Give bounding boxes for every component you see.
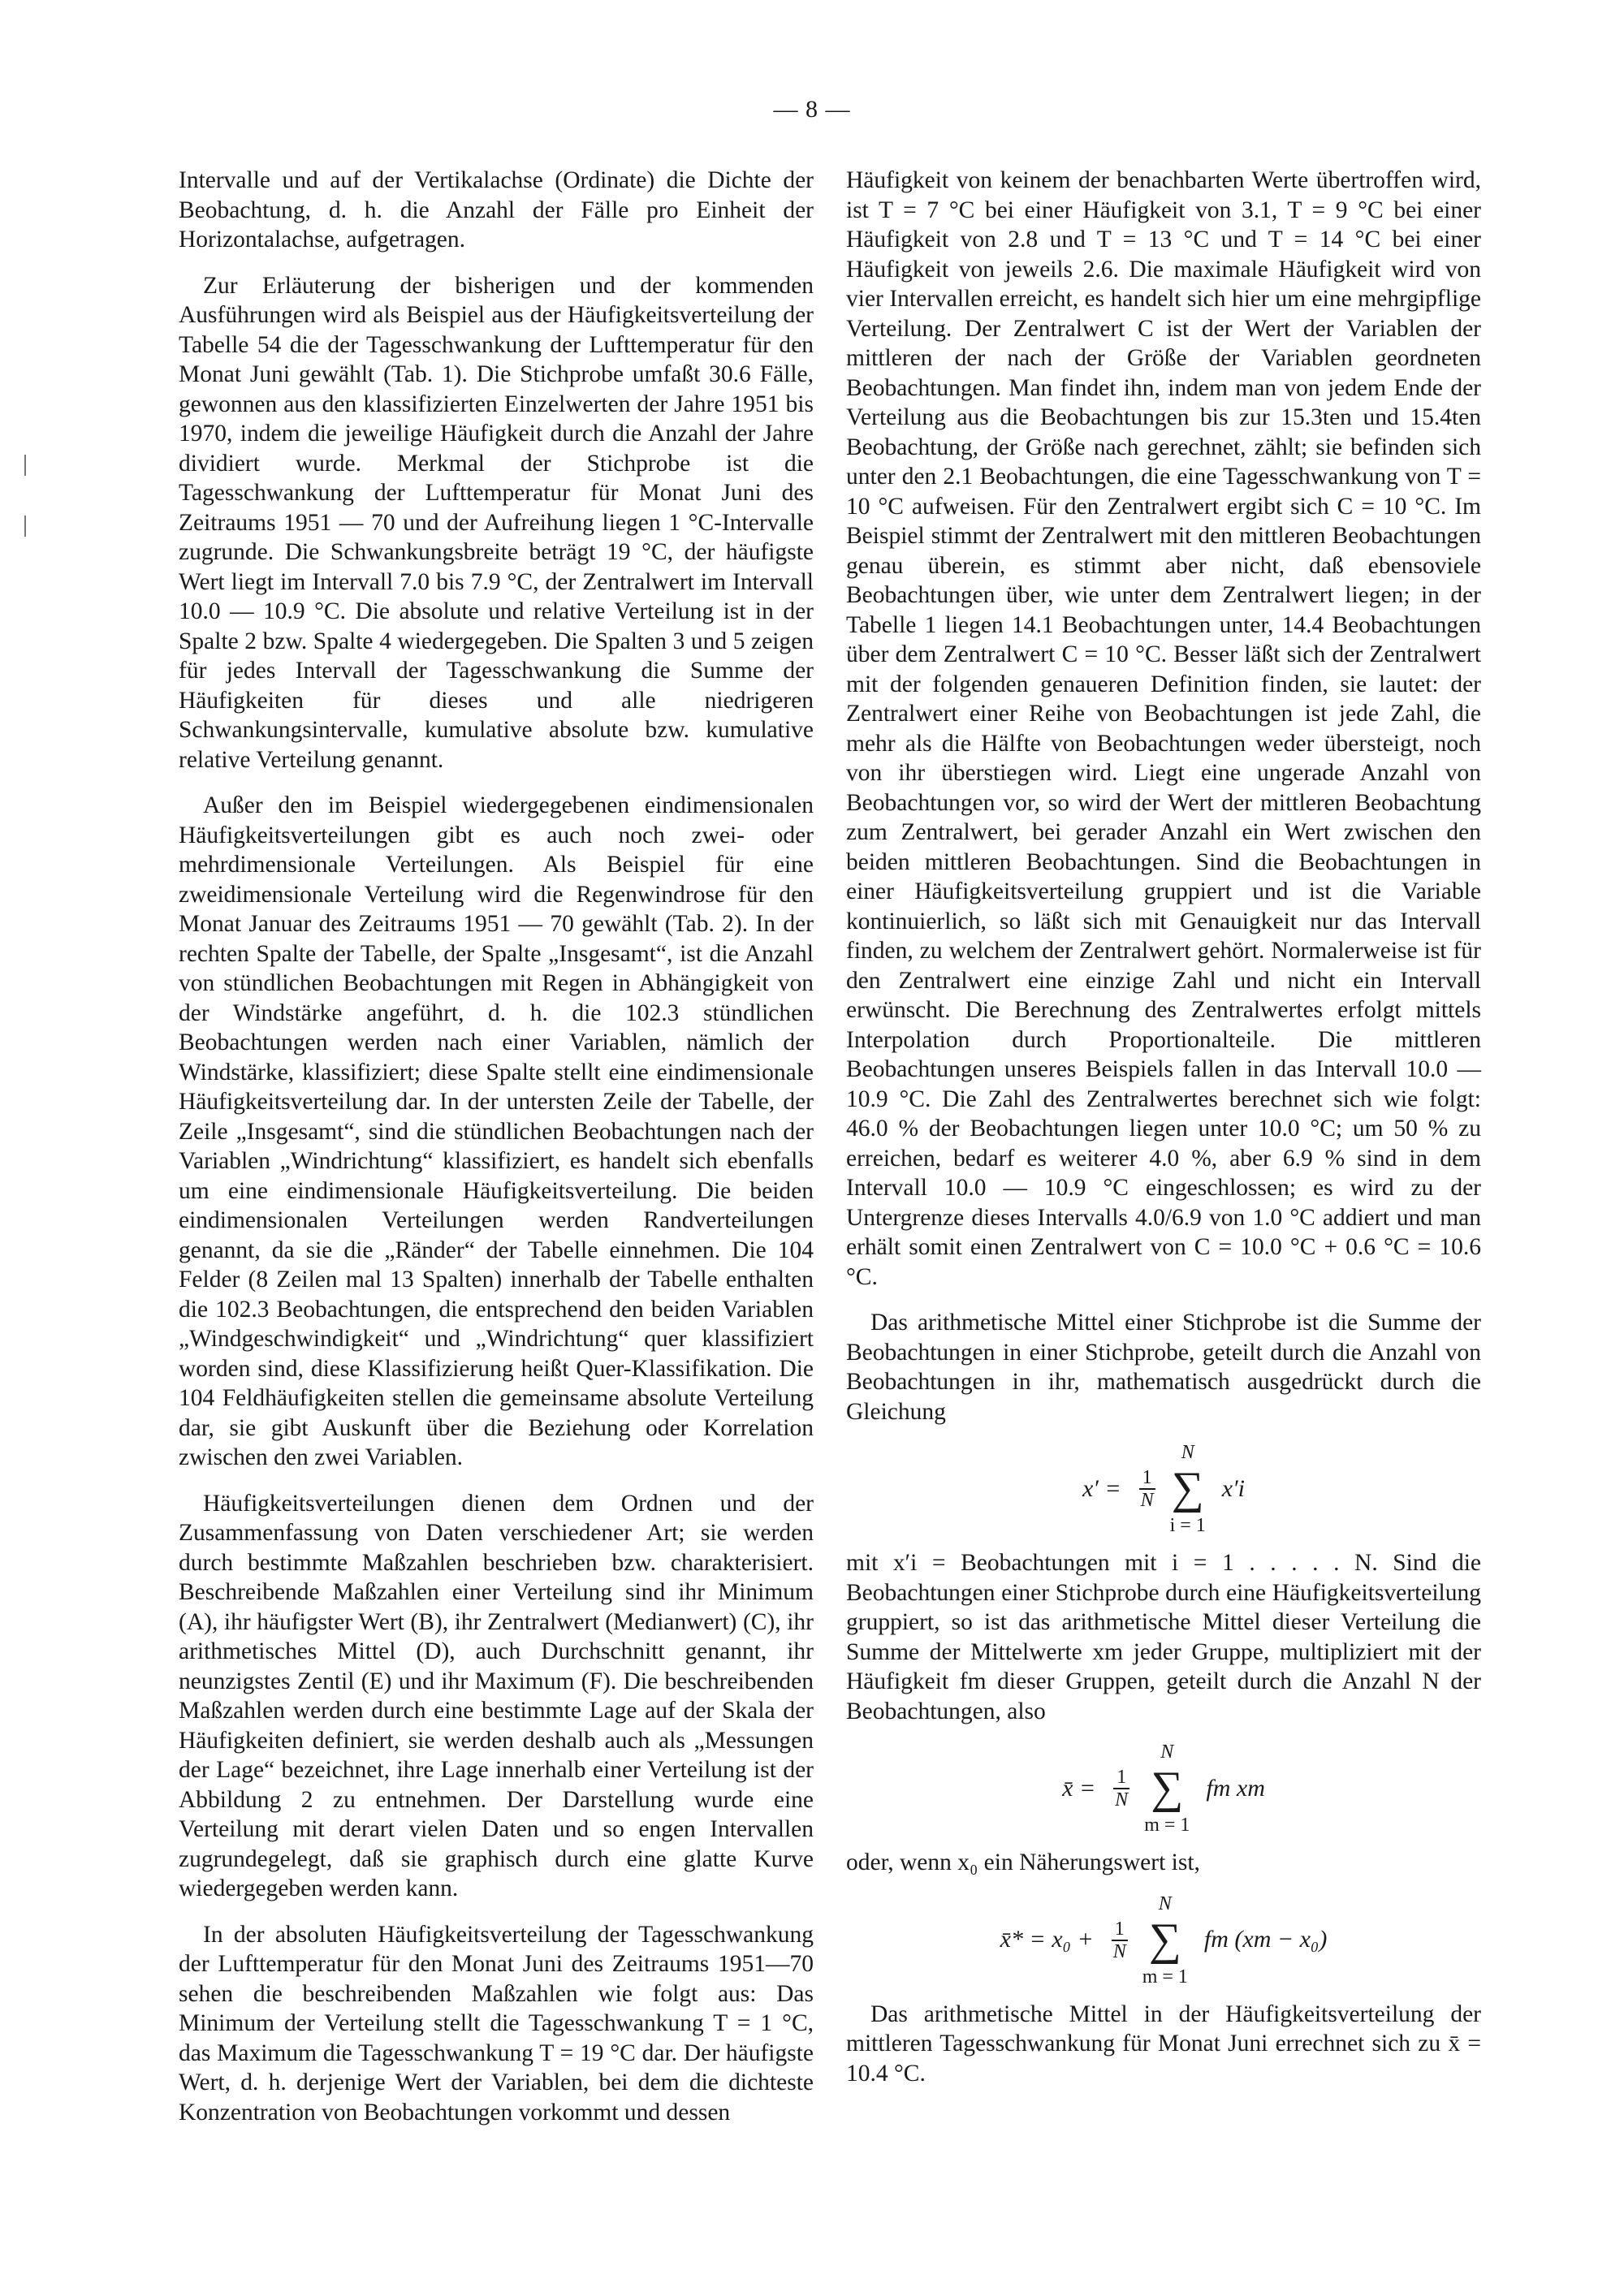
summation (1142, 1894, 1188, 1987)
paragraph: oder, wenn x₀ ein Näherungswert ist, (846, 1849, 1200, 1875)
paragraph: Häufigkeitsverteilungen dienen dem Ordnen und der Zusammenfassung von Daten verschiedener Art; sie werden durch bestimmte Maßzahlen beschrieben bzw. charakterisiert. Beschreibende Maßzahlen einer Verteilung sind ihr Minimum (A), ihr häufigster Wert (B), ihr Zentralwert (Medianwert) (C), ihr arithmetisches Mittel (D), auch Durchschnitt genannt, ihr neunzigstes Zentil (E) und ihr Maximum (F). Die beschreibenden Maßzahlen werden durch eine bestimmte Lage auf der Skala der Häufigkeiten definiert, sie werden deshalb auch als „Messungen der Lage“ bezeichnet, ihre Lage innerhalb einer Verteilung ist der Abbildung 2 zu entnehmen. Der Darstellung wurde eine Verteilung mit derart vielen Daten und so engen Intervallen zugrundegelegt, daß sie graphisch durch eine glatte Kurve wiedergegeben werden kann. (179, 1490, 814, 1901)
summation-lower-limit: m = 1 (1142, 1966, 1188, 1987)
summation-upper-limit: N (1160, 1741, 1174, 1763)
margin-mark (24, 516, 26, 537)
fraction-denominator: N (1115, 1789, 1129, 1810)
paragraph: Das arithmetische Mittel in der Häufigkeitsverteilung der mittleren Tagesschwankung für Monat Juni errechnet sich zu x̄ = 10.4 °C. (846, 2000, 1481, 2087)
right-column (846, 166, 1481, 2104)
summation-upper-limit: N (1181, 1442, 1194, 1463)
fraction-numerator: 1 (1113, 1767, 1129, 1789)
summation (1170, 1443, 1206, 1535)
summation-symbol: ∑ (1151, 1763, 1184, 1813)
fraction-denominator: N (1140, 1490, 1154, 1511)
page-number: — 8 — (773, 96, 851, 123)
fraction-numerator: 1 (1112, 1918, 1128, 1941)
paragraph: Intervalle und auf der Vertikalachse (Ordinate) die Dichte der Beobachtung, d. h. die Anzahl der Fälle pro Einheit der Horizontalachse, aufgetragen. (179, 167, 814, 252)
paragraph: In der absoluten Häufigkeitsverteilung der Tagesschwankung der Lufttemperatur für den Monat Juni des Zeitraums 1951—70 sehen die beschreibenden Maßzahlen wie folgt aus: Das Minimum der Verteilung stellt die Tagesschwankung T = 1 °C, das Maximum die Tagesschwankung T = 19 °C dar. Der häufigste Wert, d. h. derjenige Wert der Variablen, bei dem die dichteste Konzentration von Beobachtungen vorkommt und dessen (179, 1921, 814, 2126)
summation-symbol: ∑ (1148, 1914, 1181, 1965)
fraction-denominator: N (1112, 1940, 1126, 1962)
fraction (1112, 1918, 1128, 1962)
formula-term: fm (xm − x₀) (1203, 1926, 1328, 1953)
formula-term: fm xm (1206, 1774, 1265, 1802)
fraction (1113, 1767, 1129, 1810)
margin-mark (24, 455, 26, 476)
paragraph: Außer den im Beispiel wiedergegebenen eindimensionalen Häufigkeitsverteilungen gibt es auch noch zwei- oder mehrdimensionale Verteilungen. Als Beispiel für eine zweidimensionale Verteilung wird die Regenwindrose für den Monat Januar des Zeitraums 1951 — 70 gewählt (Tab. 2). In der rechten Spalte der Tabelle, der Spalte „Insgesamt“, ist die Anzahl von stündlichen Beobachtungen mit Regen in Abhängigkeit von der Windstärke angeführt, d. h. die 102.3 stündlichen Beobachtungen werden nach einer Variablen, nämlich der Windstärke, klassifiziert; diese Spalte stellt eine eindimensionale Häufigkeitsverteilung dar. In der untersten Zeile der Tabelle, der Zeile „Insgesamt“, sind die stündlichen Beobachtungen nach der Variablen „Windrichtung“ klassifiziert, es handelt sich ebenfalls um eine eindimensionale Häufigkeitsverteilung. Die beiden eindimensionalen Verteilungen werden Randverteilungen genannt, da sie die „Ränder“ der Tabelle einnehmen. Die 104 Felder (8 Zeilen mal 13 Spalten) innerhalb der Tabelle enthalten die 102.3 Beobachtungen, die entsprechend den beiden Variablen „Windgeschwindigkeit“ und „Windrichtung“ quer klassifiziert worden sind, diese Klassifizierung heißt Quer-Klassifikation. Die 104 Feldhäufigkeiten stellen die gemeinsame absolute Verteilung dar, sie gibt Auskunft über die Beziehung oder Korrelation zwischen den zwei Variablen. (179, 792, 814, 1470)
formula-term: x′i (1221, 1474, 1246, 1502)
fraction-numerator: 1 (1139, 1467, 1155, 1490)
formula-sample-mean (846, 1443, 1481, 1535)
summation (1144, 1742, 1190, 1835)
formula-approx-mean (846, 1894, 1481, 1987)
left-column (179, 166, 814, 2143)
summation-lower-limit: m = 1 (1144, 1815, 1190, 1836)
paragraph: Zur Erläuterung der bisherigen und der kommenden Ausführungen wird als Beispiel aus der Häufigkeitsverteilung der Tabelle 54 die der Tagesschwankung der Lufttemperatur für den Monat Juni gewählt (Tab. 1). Die Stichprobe umfaßt 30.6 Fälle, gewonnen aus den klassifizierten Einzelwerten der Jahre 1951 bis 1970, indem die jeweilige Häufigkeit durch die Anzahl der Jahre dividiert wurde. Merkmal der Stichprobe ist die Tagesschwankung der Lufttemperatur für Monat Juni des Zeitraums 1951 — 70 und der Aufreihung liegen 1 °C-Intervalle zugrunde. Die Schwankungsbreite beträgt 19 °C, der häufigste Wert liegt im Intervall 7.0 bis 7.9 °C, der Zentralwert im Intervall 10.0 — 10.9 °C. Die absolute und relative Verteilung ist in der Spalte 2 bzw. Spalte 4 wiedergegeben. Die Spalten 3 und 5 zeigen für jedes Intervall der Tagesschwankung die Summe der Häufigkeiten für dieses und alle niedrigeren Schwankungsintervalle, kumulative absolute bzw. kumulative relative Verteilung genannt. (179, 272, 814, 773)
paragraph: Das arithmetische Mittel einer Stichprobe ist die Summe der Beobachtungen in einer Stichprobe, geteilt durch die Anzahl von Beobachtungen in ihr, mathematisch ausgedrückt durch die Gleichung (846, 1310, 1481, 1425)
fraction (1139, 1467, 1155, 1511)
summation-symbol: ∑ (1171, 1463, 1204, 1513)
formula-lhs: x̄* = x₀ + (1000, 1926, 1094, 1953)
formula-lhs: x̄ = (1062, 1774, 1096, 1802)
paragraph: mit x′i = Beobachtungen mit i = 1 . . . . . N. Sind die Beobachtungen einer Stichprobe durch eine Häufigkeitsverteilung gruppiert, so ist das arithmetische Mittel dieser Verteilung die Summe der Mittelwerte xm jeder Gruppe, multipliziert mit der Häufigkeit fm dieser Gruppen, geteilt durch die Anzahl N der Beobachtungen, also (846, 1550, 1481, 1724)
summation-upper-limit: N (1158, 1892, 1172, 1914)
formula-lhs: x′ = (1082, 1474, 1121, 1502)
summation-lower-limit: i = 1 (1169, 1515, 1206, 1536)
paragraph: Häufigkeit von keinem der benachbarten Werte übertroffen wird, ist T = 7 °C bei einer Häufigkeit von 3.1, T = 9 °C bei einer Häufigkeit von 2.8 und T = 13 °C und T = 14 °C bei einer Häufigkeit von jeweils 2.6. Die maximale Häufigkeit wird von vier Intervallen erreicht, es handelt sich hier um eine mehrgipflige Verteilung. Der Zentralwert C ist der Wert der Variablen der mittleren der nach der Größe der Variablen geordneten Beobachtungen. Man findet ihn, indem man von jedem Ende der Verteilung aus die Beobachtungen bis zur 15.3ten und 15.4ten Beobachtung, der Größe nach gerechnet, zählt; sie befinden sich unter den 2.1 Beobachtungen, die eine Tagesschwankung von T = 10 °C aufweisen. Für den Zentralwert ergibt sich C = 10 °C. Im Beispiel stimmt der Zentralwert mit den mittleren Beobachtungen genau überein, es stimmt aber nicht, daß ebensoviele Beobachtungen über, wie unter dem Zentralwert liegen; in der Tabelle 1 liegen 14.1 Beobachtungen unter, 14.4 Beobachtungen über dem Zentralwert C = 10 °C. Besser läßt sich der Zentralwert mit der folgenden genaueren Definition finden, sie lautet: der Zentralwert einer Reihe von Beobachtungen ist jede Zahl, die mehr als die Hälfte von Beobachtungen weder übersteigt, noch von ihr überstiegen wird. Liegt eine ungerade Anzahl von Beobachtungen vor, so wird der Wert der mittleren Beobachtung zum Zentralwert, bei gerader Anzahl ein Wert zwischen den beiden mittleren Beobachtungen. Sind die Beobachtungen in einer Häufigkeitsverteilung gruppiert und ist die Variable kontinuierlich, so läßt sich mit Genauigkeit nur das Intervall finden, zu welchem der Zentralwert gehört. Normalerweise ist für den Zentralwert eine einzige Zahl und nicht ein Intervall erwünscht. Die Berechnung des Zentralwertes erfolgt mittels Interpolation durch Proportionalteile. Die mittleren Beobachtungen unseres Beispiels fallen in das Intervall 10.0 — 10.9 °C. Die Zahl des Zentralwertes berechnet sich wie folgt: 46.0 % der Beobachtungen liegen unter 10.0 °C; um 50 % zu erreichen, bedarf es weiterer 4.0 %, aber 6.9 % sind in dem Intervall 10.0 — 10.9 °C eingeschlossen; es wird zu der Untergrenze dieses Intervalls 4.0/6.9 von 1.0 °C addiert und man erhält somit einen Zentralwert von C = 10.0 °C + 0.6 °C = 10.6 °C. (846, 167, 1481, 1290)
formula-grouped-mean (846, 1742, 1481, 1835)
